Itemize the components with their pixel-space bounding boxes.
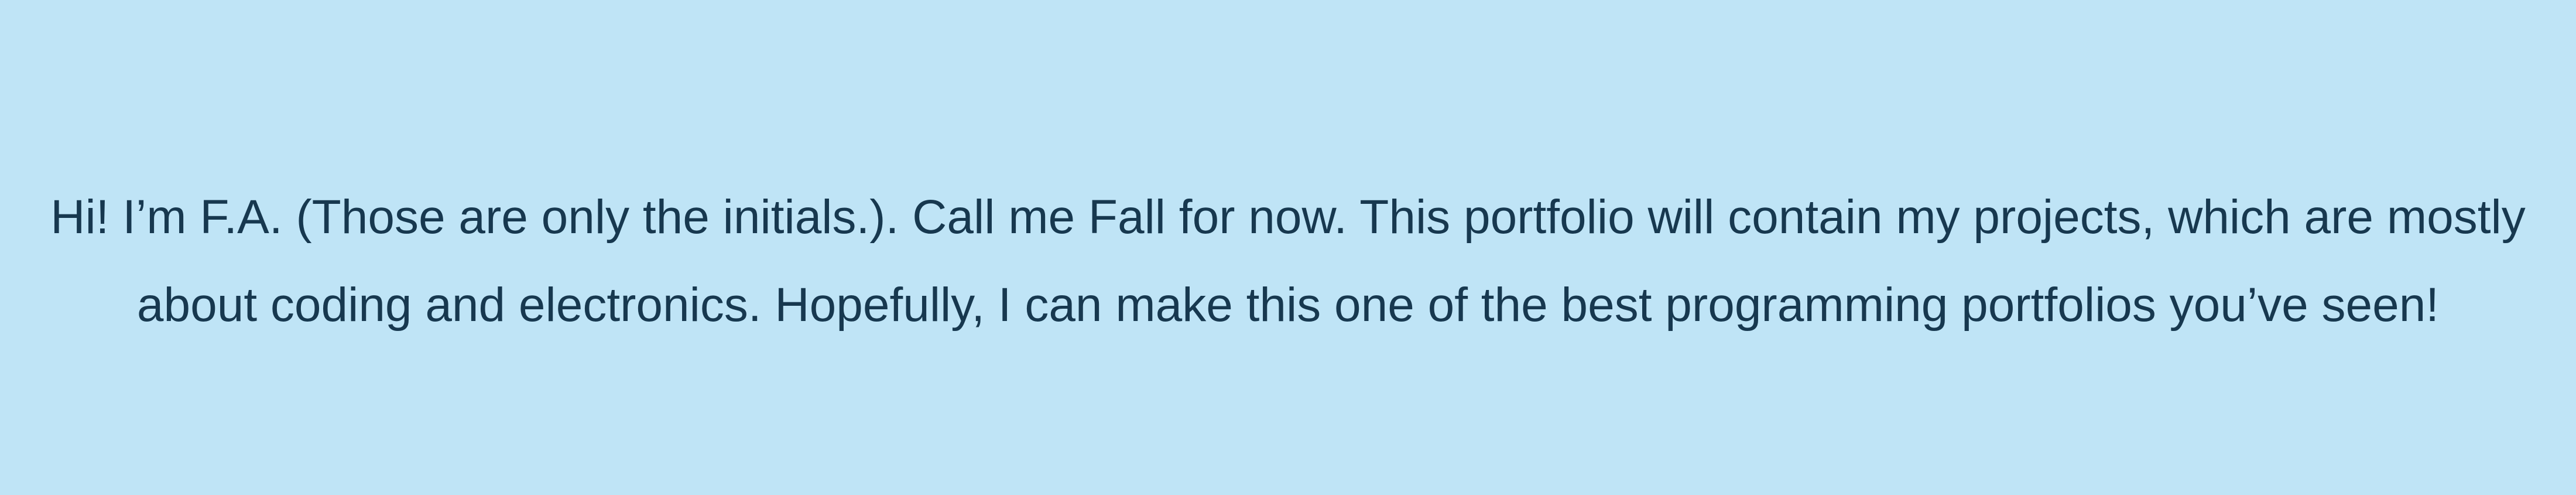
- intro-text: Hi! I’m F.A. (Those are only the initials.). Call me Fall for now. This portfolio will contain my projects, which are mostly about coding and electronics. Hopefully, I can make this one of the best programming portfolios you’ve seen!: [50, 190, 2526, 332]
